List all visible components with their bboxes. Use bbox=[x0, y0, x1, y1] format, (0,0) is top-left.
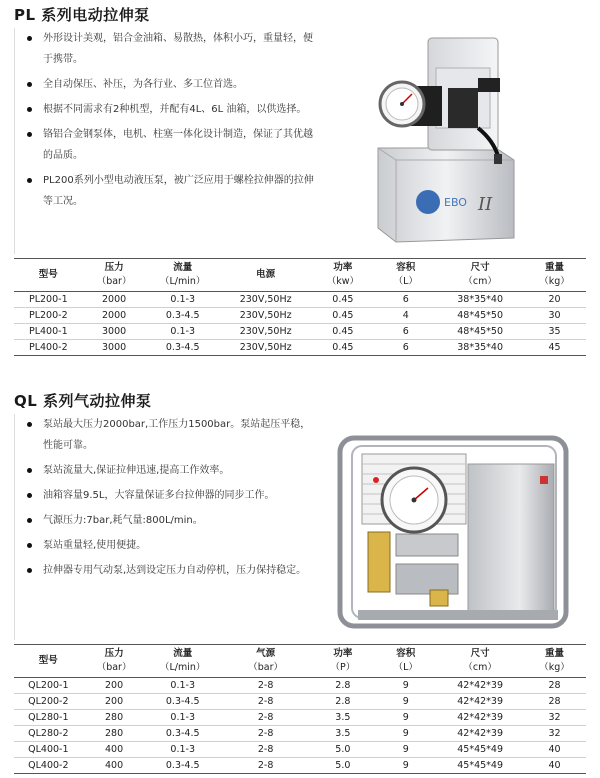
cell-weight: 20 bbox=[523, 292, 586, 308]
cell-weight: 30 bbox=[523, 308, 586, 324]
cell-power: 5.0 bbox=[311, 742, 374, 758]
cell-model: PL400-2 bbox=[14, 340, 83, 356]
col-header: 压力 （bar） bbox=[83, 259, 146, 292]
cell-weight: 28 bbox=[523, 694, 586, 710]
pl-photo-brand: EBO bbox=[444, 196, 467, 209]
pl-photo-mark: II bbox=[478, 194, 493, 215]
cell-flow: 0.3-4.5 bbox=[146, 726, 220, 742]
ql-feature-list bbox=[14, 414, 319, 640]
cell-volume: 6 bbox=[374, 292, 437, 308]
cell-size: 48*45*50 bbox=[437, 308, 523, 324]
ql-product-photo bbox=[318, 414, 586, 640]
col-header: 尺寸 （cm） bbox=[437, 645, 523, 678]
cell-power-supply: 230V,50Hz bbox=[220, 292, 312, 308]
cell-size: 42*42*39 bbox=[437, 726, 523, 742]
cell-volume: 6 bbox=[374, 324, 437, 340]
ql-spec-table bbox=[14, 644, 586, 774]
cell-air-supply: 2-8 bbox=[220, 710, 312, 726]
col-header: 流量 （L/min） bbox=[146, 259, 220, 292]
cell-volume: 4 bbox=[374, 308, 437, 324]
table-row bbox=[14, 726, 586, 742]
ql-feature: 拉伸器专用气动泵,达到设定压力自动停机，压力保持稳定。 bbox=[23, 560, 318, 581]
cell-pressure: 3000 bbox=[83, 324, 146, 340]
col-header: 容积 （L） bbox=[374, 259, 437, 292]
cell-pressure: 2000 bbox=[83, 292, 146, 308]
cell-size: 45*45*49 bbox=[437, 742, 523, 758]
cell-pressure: 280 bbox=[83, 726, 146, 742]
pl-product-photo bbox=[318, 28, 586, 254]
cell-flow: 0.1-3 bbox=[146, 710, 220, 726]
cell-model: QL200-2 bbox=[14, 694, 83, 710]
cell-power: 3.5 bbox=[311, 726, 374, 742]
table-row bbox=[14, 742, 586, 758]
cell-pressure: 400 bbox=[83, 758, 146, 774]
cell-flow: 0.3-4.5 bbox=[146, 694, 220, 710]
cell-size: 42*42*39 bbox=[437, 710, 523, 726]
cell-pressure: 200 bbox=[83, 678, 146, 694]
cell-size: 42*42*39 bbox=[437, 694, 523, 710]
cell-weight: 45 bbox=[523, 340, 586, 356]
ql-feature: 泵站重量轻,使用便捷。 bbox=[23, 535, 318, 556]
pl-feature: PL200系列小型电动液压泵，被广泛应用于螺栓拉伸器的拉伸等工况。 bbox=[23, 170, 318, 212]
cell-power: 0.45 bbox=[311, 308, 374, 324]
cell-air-supply: 2-8 bbox=[220, 742, 312, 758]
col-header: 电源 bbox=[220, 259, 312, 292]
ql-feature: 油箱容量9.5L，大容量保证多台拉伸器的同步工作。 bbox=[23, 485, 318, 506]
cell-flow: 0.1-3 bbox=[146, 678, 220, 694]
cell-pressure: 200 bbox=[83, 694, 146, 710]
cell-size: 38*35*40 bbox=[437, 292, 523, 308]
table-header-row bbox=[14, 645, 586, 678]
col-header: 型号 bbox=[14, 645, 83, 678]
cell-size: 45*45*49 bbox=[437, 758, 523, 774]
pl-feature-list bbox=[14, 28, 319, 254]
ql-feature: 泵站最大压力2000bar,工作压力1500bar。泵站起压平稳，性能可靠。 bbox=[23, 414, 318, 456]
table-row bbox=[14, 324, 586, 340]
cell-model: PL200-1 bbox=[14, 292, 83, 308]
cell-volume: 9 bbox=[374, 678, 437, 694]
cell-volume: 9 bbox=[374, 694, 437, 710]
col-header: 气源 （bar） bbox=[220, 645, 312, 678]
cell-power-supply: 230V,50Hz bbox=[220, 340, 312, 356]
cell-air-supply: 2-8 bbox=[220, 694, 312, 710]
cell-flow: 0.3-4.5 bbox=[146, 758, 220, 774]
cell-pressure: 280 bbox=[83, 710, 146, 726]
cell-power-supply: 230V,50Hz bbox=[220, 308, 312, 324]
table-header-row bbox=[14, 259, 586, 292]
cell-air-supply: 2-8 bbox=[220, 726, 312, 742]
cell-volume: 9 bbox=[374, 710, 437, 726]
col-header: 功率 （kw） bbox=[311, 259, 374, 292]
col-header: 容积 （L） bbox=[374, 645, 437, 678]
cell-weight: 32 bbox=[523, 726, 586, 742]
cell-model: QL280-2 bbox=[14, 726, 83, 742]
cell-weight: 40 bbox=[523, 742, 586, 758]
pl-section-title: PL 系列电动拉伸泵 bbox=[14, 6, 150, 24]
cell-model: QL200-1 bbox=[14, 678, 83, 694]
cell-model: PL400-1 bbox=[14, 324, 83, 340]
table-row bbox=[14, 678, 586, 694]
cell-power: 2.8 bbox=[311, 694, 374, 710]
cell-volume: 6 bbox=[374, 340, 437, 356]
table-row bbox=[14, 292, 586, 308]
ql-section-title: QL 系列气动拉伸泵 bbox=[14, 392, 152, 410]
cell-power: 0.45 bbox=[311, 324, 374, 340]
cell-size: 38*35*40 bbox=[437, 340, 523, 356]
cell-model: PL200-2 bbox=[14, 308, 83, 324]
cell-power: 2.8 bbox=[311, 678, 374, 694]
cell-power-supply: 230V,50Hz bbox=[220, 324, 312, 340]
cell-pressure: 2000 bbox=[83, 308, 146, 324]
table-row bbox=[14, 694, 586, 710]
col-header: 流量 （L/min） bbox=[146, 645, 220, 678]
ql-feature: 泵站流量大,保证拉伸迅速,提高工作效率。 bbox=[23, 460, 318, 481]
cell-model: QL400-2 bbox=[14, 758, 83, 774]
cell-volume: 9 bbox=[374, 726, 437, 742]
cell-power: 0.45 bbox=[311, 340, 374, 356]
cell-flow: 0.1-3 bbox=[146, 292, 220, 308]
cell-volume: 9 bbox=[374, 742, 437, 758]
cell-flow: 0.1-3 bbox=[146, 324, 220, 340]
table-row bbox=[14, 308, 586, 324]
pl-feature: 全自动保压、补压，为各行业、多工位首选。 bbox=[23, 74, 318, 95]
col-header: 功率 （P） bbox=[311, 645, 374, 678]
cell-power: 0.45 bbox=[311, 292, 374, 308]
table-row bbox=[14, 758, 586, 774]
pneumatic-pump-illustration bbox=[318, 414, 586, 640]
pl-feature: 铬铝合金钢泵体，电机、柱塞一体化设计制造，保证了其优越的品质。 bbox=[23, 124, 318, 166]
col-header: 压力 （bar） bbox=[83, 645, 146, 678]
cell-weight: 40 bbox=[523, 758, 586, 774]
cell-model: QL400-1 bbox=[14, 742, 83, 758]
cell-flow: 0.3-4.5 bbox=[146, 308, 220, 324]
table-row bbox=[14, 340, 586, 356]
cell-air-supply: 2-8 bbox=[220, 678, 312, 694]
cell-volume: 9 bbox=[374, 758, 437, 774]
col-header: 尺寸 （cm） bbox=[437, 259, 523, 292]
table-row bbox=[14, 710, 586, 726]
cell-model: QL280-1 bbox=[14, 710, 83, 726]
pl-feature: 根据不同需求有2种机型，并配有4L、6L 油箱，以供选择。 bbox=[23, 99, 318, 120]
cell-size: 48*45*50 bbox=[437, 324, 523, 340]
cell-air-supply: 2-8 bbox=[220, 758, 312, 774]
cell-power: 3.5 bbox=[311, 710, 374, 726]
cell-weight: 28 bbox=[523, 678, 586, 694]
cell-weight: 32 bbox=[523, 710, 586, 726]
cell-pressure: 3000 bbox=[83, 340, 146, 356]
ql-feature: 气源压力:7bar,耗气量:800L/min。 bbox=[23, 510, 318, 531]
cell-pressure: 400 bbox=[83, 742, 146, 758]
electric-pump-illustration bbox=[318, 28, 586, 254]
cell-size: 42*42*39 bbox=[437, 678, 523, 694]
cell-flow: 0.1-3 bbox=[146, 742, 220, 758]
cell-flow: 0.3-4.5 bbox=[146, 340, 220, 356]
cell-power: 5.0 bbox=[311, 758, 374, 774]
col-header: 重量 （kg） bbox=[523, 645, 586, 678]
cell-weight: 35 bbox=[523, 324, 586, 340]
col-header: 重量 （kg） bbox=[523, 259, 586, 292]
pl-spec-table bbox=[14, 258, 586, 356]
pl-feature: 外形设计美观，铝合金油箱、易散热，体积小巧，重量轻，便于携带。 bbox=[23, 28, 318, 70]
col-header: 型号 bbox=[14, 259, 83, 292]
